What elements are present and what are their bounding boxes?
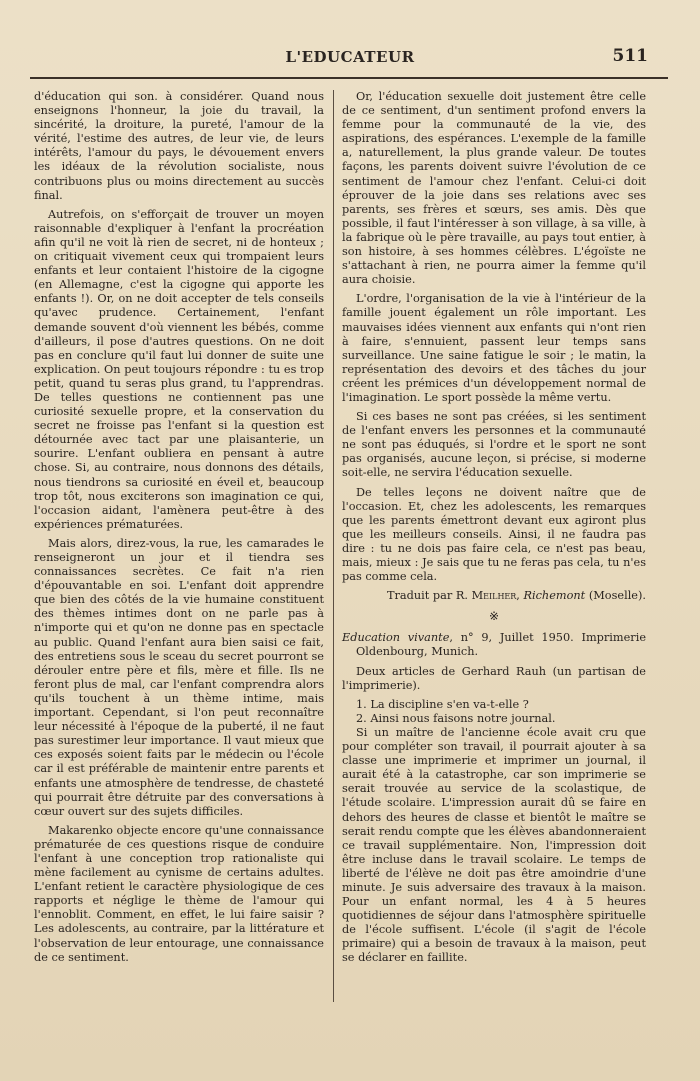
right-paragraph-1: Or, l'éducation sexuelle doit justement être celle de ce sentiment, d'un sentiment profond envers la femme pour la communauté de la vie, des aspirations, des espérances. L'exemple de la famille a, naturellement, la plus grande valeur. De toutes façons, les parents doivent suivre l'évolution de ce sentiment de l'amour chez l'enfant. Celui-ci doit éprouver de la joie dans ses relations avec ses parents, ses frères et sœurs, ses amis. Dès que possible, il faut l'intéresser à son village, à sa ville, à la fabrique où le père travaille, au pays tout entier, à son histoire, à ses hommes célèbres. L'égoïste ne s'attachant à rien, ne pourra aimer la femme qu'il aura choisie. <box>342 90 646 287</box>
translator-signature: Traduit par R. Meilher, Richemont (Moselle). <box>386 589 646 603</box>
reference-entry <box>342 631 646 659</box>
left-paragraph-4: Makarenko objecte encore qu'une connaissance prématurée de ces questions risque de conduire l'enfant à une conception trop rationaliste qui mène facilement au cynisme de certains adultes. L'enfant retient le caractère physiologique de ces rapports et néglige le thème de l'amour qui l'ennoblit. Comment, en effet, le lui faire saisir ? Les adolescents, au contraire, par la littérature et l'observation de leur entourage, une connaissance de ce sentiment. <box>34 823 324 964</box>
right-paragraph-4: De telles leçons ne doivent naître que de l'occasion. Et, chez les adolescents, les remarques que les parents émettront devant eux agiront plus que les meilleurs conseils. Ainsi, il ne faudra pas dire : tu ne dois pas faire cela, ce n'est pas beau, mais, mieux : Je sais que tu ne feras pas cela, tu n'es pas comme cela. <box>342 485 646 584</box>
reference-details: , n° 9, Juillet 1950. Imprimerie Oldenbourg, Munich. <box>356 631 647 659</box>
signature-place: Richemont <box>523 589 586 603</box>
page-header <box>0 46 700 72</box>
list-item: 2. Ainsi nous faisons notre journal. <box>356 711 556 725</box>
signature-prefix: Traduit par R. <box>386 589 472 603</box>
left-column <box>34 90 324 970</box>
list-item: 1. La discipline s'en va-t-elle ? <box>356 697 529 711</box>
right-paragraph-3: Si ces bases ne sont pas créées, si les sentiment de l'enfant envers les personnes et la communauté ne sont pas éduqués, si l'ordre et le sport ne sont pas organisés, aucune leçon, si précise, si moderne soit-elle, ne servira l'éducation sexuelle. <box>342 410 646 480</box>
page-number: 511 <box>612 46 648 66</box>
left-paragraph-3: Mais alors, direz-vous, la rue, les camarades le renseigneront un jour et il tiendra ses connaissances secrètes. Ce fait n'a rien d'épouvantable en soi. L'enfant doit apprendre que bien des côtés de la vie humaine constituent des thèmes intimes dont on ne parle pas à n'importe qui et qu'on ne donne pas en spectacle au public. Quand l'enfant aura bien saisi ce fait, des entretiens sous le sceau du secret pourront se dérouler entre père et fils, mère et fille. Ils ne feront plus de mal, car l'enfant comprendra alors qu'ils touchent à un thème intime, mais important. Cependant, si l'on peut reconnaître leur nécessité à l'époque de la puberté, il ne faut pas surestimer leur importance. Il vaut mieux que ces exposés soient faits par le médecin ou l'école car il est préférable de maintenir entre parents et enfants une atmosphère de tendresse, de chasteté qui pourrait être détruite par des conversations à cœur ouvert sur des sujets difficiles. <box>34 536 324 818</box>
left-paragraph-2: Autrefois, on s'efforçait de trouver un moyen raisonnable d'expliquer à l'enfant la procréation afin qu'il ne voit là rien de secret, ni de honteux ; on critiquait vivement ceux qui trompaient leurs enfants et leur contaient l'histoire de la cigogne (en Allemagne, c'est la cigogne qui apporte les enfants !). Or, on ne doit accepter de tels conseils qu'avec prudence. Certainement, l'enfant demande souvent d'où viennent les bébés, comme d'ailleurs, il pose d'autres questions. On ne doit pas en conclure qu'il faut lui donner de suite une explication. On peut toujours répondre : tu es trop petit, quand tu seras plus grand, tu l'apprendras. De telles questions ne contiennent pas une curiosité sexuelle propre, et la conservation du secret ne froisse pas l'enfant si la question est détournée avec tact par une plaisanterie, un sourire. L'enfant oubliera en pensant à autre chose. Si, au contraire, nous donnons des détails, nous tiendrons sa curiosité en éveil et, beaucoup trop tôt, nous exciterons son imagination ce qui, l'occasion aidant, l'amènera peut-être à des expériences prématurées. <box>34 207 324 531</box>
articles-intro: Deux articles de Gerhard Rauh (un partisan de l'imprimerie). <box>342 664 646 692</box>
header-rule <box>30 77 668 79</box>
right-column <box>342 90 646 971</box>
reference-journal: Education vivante <box>342 631 450 645</box>
articles-list <box>342 698 646 726</box>
journal-title: L'EDUCATEUR <box>285 48 415 66</box>
signature-suffix: (Moselle). <box>585 589 646 603</box>
left-paragraph-1: d'éducation qui son. à considérer. Quand nous enseignons l'honneur, la joie du travail, la sincérité, la droiture, la pureté, l'amour de la vérité, l'estime des autres, de leur vie, de leurs intérêts, l'amour du pays, le dévouement envers les idéaux de la révolution socialiste, nous contribuons plus ou moins directement au succès final. <box>34 90 324 202</box>
section-separator-icon: ※ <box>488 609 500 624</box>
signature-name: Meilher <box>471 589 517 603</box>
right-paragraph-5: Si un maître de l'ancienne école avait cru que pour compléter son travail, il pourrait ajouter à sa classe une imprimerie et imprimer un journal, il aurait été à la catastrophe, car son imprimerie se serait trouvée au service de la scolastique, de l'étude scolaire. L'impression aurait dû se faire en dehors des heures de classe et bientôt le maître se serait rendu compte que les élèves abandonneraient ce travail supplémentaire. Non, l'impression doit être incluse dans le travail scolaire. Le temps de liberté de l'élève ne doit pas être amoindrie d'une minute. Je suis adversaire des travaux à la maison. Pour un enfant normal, les 4 à 5 heures quotidiennes de séjour dans l'atmosphère spirituelle de l'école suffisent. L'école (il s'agit de l'école primaire) qui a besoin de travaux à la maison, peut se déclarer en faillite. <box>342 725 646 965</box>
right-paragraph-2: L'ordre, l'organisation de la vie à l'intérieur de la famille jouent également un rôle important. Les mauvaises idées viennent aux enfants qui n'ont rien à faire, s'ennuient, passent leur temps sans surveillance. Une saine fatigue le soir ; le matin, la représentation des devoirs et des tâches du jour créent les prémices d'un développement normal de l'imagination. Le sport possède la même vertu. <box>342 292 646 404</box>
column-divider <box>333 90 334 1002</box>
